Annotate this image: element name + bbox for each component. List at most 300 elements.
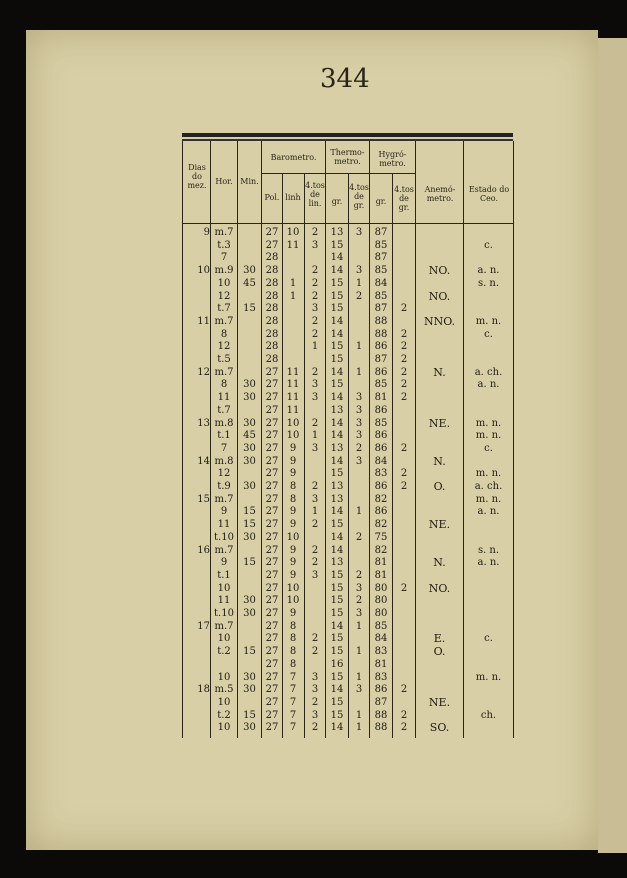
cell-pol: 27 [265, 481, 279, 492]
cell-ql: 3 [311, 671, 319, 683]
cell-hg: 75 [374, 531, 388, 543]
header-barometro: Barometro. [270, 153, 317, 162]
cell-ql: 3 [311, 493, 319, 505]
cell-min: 30 [243, 379, 256, 391]
header-pol: Pol. [264, 193, 280, 202]
cell-hg: 88 [374, 315, 388, 327]
cell-hor: 8 [220, 379, 228, 391]
cell-tq: 2 [355, 290, 363, 302]
cell-hg: 87 [374, 227, 388, 238]
cell-hg: 83 [374, 646, 388, 658]
cell-tg: 15 [330, 646, 344, 658]
cell-ql: 2 [311, 417, 319, 429]
header-subline [261, 173, 415, 174]
cell-ql: 2 [311, 633, 319, 645]
cell-hor: m.8 [214, 455, 234, 467]
cell-dia: 10 [197, 265, 210, 277]
cell-tg: 14 [330, 315, 344, 327]
cell-min: 45 [243, 430, 256, 442]
cell-tg: 14 [330, 544, 344, 556]
cell-est: s. n. [477, 544, 500, 556]
cell-min: 15 [243, 303, 256, 315]
cell-linh: 8 [289, 481, 297, 492]
cell-tg: 13 [330, 227, 344, 238]
cell-min: 30 [243, 722, 256, 734]
cell-linh: 7 [289, 671, 297, 683]
cell-hor: t.5 [217, 354, 231, 365]
cell-hor: 9 [220, 557, 228, 569]
cell-tq: 1 [355, 646, 363, 658]
cell-tg: 14 [330, 417, 344, 429]
cell-pol: 28 [265, 341, 279, 353]
cell-hor: t.1 [217, 430, 231, 442]
cell-hq: 2 [400, 468, 408, 480]
cell-linh: 11 [286, 392, 300, 404]
cell-linh: 8 [289, 633, 297, 645]
cell-pol: 27 [265, 366, 279, 378]
cell-tg: 15 [330, 290, 344, 302]
cell-hor: t.3 [217, 239, 231, 251]
cell-pol: 27 [265, 519, 279, 531]
cell-anem: NO. [428, 289, 451, 303]
cell-hg: 87 [374, 354, 388, 365]
cell-linh: 9 [289, 569, 297, 581]
cell-min: 15 [243, 506, 256, 518]
cell-hg: 88 [374, 709, 388, 721]
cell-tq: 1 [355, 709, 363, 721]
cell-ql: 3 [311, 569, 319, 581]
cell-hq: 2 [400, 392, 408, 404]
cell-linh: 9 [289, 455, 297, 467]
cell-tq: 1 [355, 722, 363, 734]
cell-hor: m.9 [214, 265, 234, 277]
cell-hor: 10 [217, 696, 231, 708]
cell-tg: 13 [330, 442, 344, 454]
cell-hor: t.7 [217, 404, 231, 416]
cell-hor: t.10 [214, 608, 234, 619]
cell-hq: 2 [400, 303, 408, 315]
cell-tq: 3 [355, 265, 363, 277]
cell-ql: 2 [311, 315, 319, 327]
cell-ql: 2 [311, 277, 319, 289]
cell-hor: 9 [220, 506, 228, 518]
cell-hg: 87 [374, 696, 388, 708]
cell-linh: 10 [286, 582, 300, 594]
cell-hor: t.9 [217, 481, 231, 492]
cell-est: c. [484, 633, 493, 645]
cell-linh: 7 [289, 684, 297, 696]
cell-pol: 28 [265, 277, 279, 289]
cell-dia: 12 [197, 366, 210, 378]
cell-hg: 84 [374, 633, 388, 645]
cell-dia: 18 [197, 684, 210, 696]
cell-hg: 86 [374, 430, 388, 442]
cell-tg: 14 [330, 392, 344, 404]
cell-tg: 14 [330, 531, 344, 543]
cell-tg: 15 [330, 671, 344, 683]
cell-min: 30 [243, 481, 256, 492]
col-line [182, 141, 183, 738]
cell-tg: 14 [330, 366, 344, 378]
cell-linh: 7 [289, 722, 297, 734]
cell-pol: 27 [265, 417, 279, 429]
cell-anem: N. [433, 454, 446, 468]
header-estado: Estado do Ceo. [468, 185, 510, 203]
cell-tq: 1 [355, 277, 363, 289]
cell-est: c. [484, 239, 493, 251]
cell-ql: 1 [311, 430, 319, 442]
cell-tg: 15 [330, 595, 344, 607]
cell-anem: SO. [429, 721, 450, 735]
cell-linh: 8 [289, 493, 297, 505]
cell-ql: 1 [311, 341, 319, 353]
cell-tq: 3 [355, 227, 363, 238]
cell-hg: 83 [374, 468, 388, 480]
cell-hq: 2 [400, 442, 408, 454]
cell-anem: O. [433, 480, 446, 493]
cell-pol: 27 [265, 379, 279, 391]
table-top-rule [182, 133, 513, 137]
cell-ql: 2 [311, 227, 319, 238]
cell-pol: 28 [265, 265, 279, 277]
cell-tg: 14 [330, 265, 344, 277]
cell-pol: 27 [265, 620, 279, 632]
cell-linh: 10 [286, 595, 300, 607]
header-min: Min. [240, 177, 259, 186]
cell-ql: 2 [311, 544, 319, 556]
cell-ql: 2 [311, 481, 319, 492]
cell-anem: NE. [428, 518, 451, 532]
cell-hq: 2 [400, 481, 408, 492]
cell-pol: 27 [265, 582, 279, 594]
cell-min: 30 [243, 671, 256, 683]
cell-hg: 86 [374, 481, 388, 492]
cell-ql: 3 [311, 303, 319, 315]
cell-hq: 2 [400, 328, 408, 340]
cell-tg: 15 [330, 608, 344, 619]
cell-hq: 2 [400, 341, 408, 353]
cell-tq: 3 [355, 417, 363, 429]
cell-pol: 28 [265, 354, 279, 365]
cell-ql: 3 [311, 239, 319, 251]
cell-hor: t.10 [214, 531, 234, 543]
cell-ql: 3 [311, 709, 319, 721]
cell-linh: 9 [289, 544, 297, 556]
cell-pol: 27 [265, 404, 279, 416]
cell-pol: 27 [265, 633, 279, 645]
cell-anem: N. [433, 556, 446, 570]
header-dias: Dias do mez. [187, 163, 207, 190]
cell-est: m. n. [475, 493, 502, 505]
cell-pol: 27 [265, 227, 279, 238]
cell-hq: 2 [400, 582, 408, 594]
cell-pol: 27 [265, 557, 279, 569]
cell-linh: 9 [289, 468, 297, 480]
cell-tg: 14 [330, 684, 344, 696]
cell-tq: 3 [355, 430, 363, 442]
weather-table [160, 133, 516, 738]
cell-linh: 8 [289, 646, 297, 658]
cell-pol: 27 [265, 493, 279, 505]
cell-hor: m.7 [214, 620, 234, 632]
header-hygrometro: Hygró- metro. [378, 150, 407, 168]
cell-hg: 82 [374, 493, 388, 505]
cell-linh: 11 [286, 379, 300, 391]
cell-hg: 86 [374, 506, 388, 518]
cell-min: 30 [243, 595, 256, 607]
cell-hor: 12 [217, 468, 231, 480]
cell-hor: m.7 [214, 366, 234, 378]
cell-pol: 27 [265, 671, 279, 683]
cell-ql: 3 [311, 684, 319, 696]
cell-tg: 15 [330, 277, 344, 289]
cell-hor: 10 [217, 277, 231, 289]
cell-hor: t.7 [217, 303, 231, 315]
cell-tg: 15 [330, 303, 344, 315]
header-anemometro: Anemó- metro. [424, 185, 456, 203]
cell-pol: 27 [265, 696, 279, 708]
cell-ql: 2 [311, 557, 319, 569]
cell-ql: 3 [311, 442, 319, 454]
cell-linh: 8 [289, 658, 297, 670]
cell-hq: 2 [400, 354, 408, 365]
header-quartos-lin: 4.tos de lin. [305, 181, 325, 208]
cell-pol: 27 [265, 646, 279, 658]
cell-tq: 3 [355, 404, 363, 416]
cell-hor: 7 [220, 442, 228, 454]
cell-tg: 13 [330, 557, 344, 569]
cell-anem: NE. [428, 695, 451, 709]
cell-dia: 11 [197, 315, 210, 327]
cell-hg: 85 [374, 379, 388, 391]
cell-ql: 2 [311, 696, 319, 708]
cell-tg: 14 [330, 455, 344, 467]
cell-linh: 1 [289, 277, 297, 289]
cell-hg: 80 [374, 582, 388, 594]
cell-ql: 2 [311, 519, 319, 531]
cell-linh: 10 [286, 531, 300, 543]
cell-tg: 15 [330, 341, 344, 353]
cell-hg: 86 [374, 341, 388, 353]
cell-hg: 85 [374, 265, 388, 277]
cell-tq: 1 [355, 671, 363, 683]
cell-dia: 17 [197, 620, 210, 632]
cell-est: a. n. [477, 379, 500, 391]
cell-hg: 82 [374, 519, 388, 531]
cell-linh: 1 [289, 290, 297, 302]
cell-min: 30 [243, 442, 256, 454]
cell-dia: 9 [203, 227, 210, 238]
cell-hor: 11 [217, 392, 231, 404]
cell-pol: 28 [265, 303, 279, 315]
cell-pol: 27 [265, 595, 279, 607]
cell-pol: 27 [265, 608, 279, 619]
cell-pol: 27 [265, 569, 279, 581]
cell-hor: t.2 [217, 709, 231, 721]
cell-hor: m.8 [214, 417, 234, 429]
cell-hor: m.7 [214, 315, 234, 327]
cell-hg: 85 [374, 417, 388, 429]
cell-est: s. n. [477, 277, 500, 289]
cell-min: 30 [243, 531, 256, 543]
cell-pol: 28 [265, 328, 279, 340]
cell-hg: 87 [374, 252, 388, 264]
cell-tg: 15 [330, 468, 344, 480]
cell-tq: 2 [355, 531, 363, 543]
cell-hor: 10 [217, 671, 231, 683]
cell-dia: 13 [197, 417, 210, 429]
header-hor: Hor. [215, 177, 233, 186]
cell-hq: 2 [400, 379, 408, 391]
cell-pol: 27 [265, 684, 279, 696]
header-thermometro: Thermo- metro. [330, 148, 365, 166]
cell-tg: 15 [330, 239, 344, 251]
cell-est: a. n. [477, 557, 500, 569]
cell-est: a. ch. [474, 366, 503, 378]
cell-est: m. n. [475, 315, 502, 327]
cell-hor: 11 [217, 595, 231, 607]
cell-min: 30 [243, 455, 256, 467]
cell-min: 15 [243, 519, 256, 531]
cell-min: 15 [243, 557, 256, 569]
cell-anem: NNO. [423, 314, 456, 328]
cell-tq: 2 [355, 595, 363, 607]
cell-tq: 1 [355, 366, 363, 378]
cell-ql: 2 [311, 722, 319, 734]
cell-est: a. n. [477, 265, 500, 277]
cell-linh: 10 [286, 227, 300, 238]
col-line [513, 141, 514, 738]
cell-hg: 81 [374, 392, 388, 404]
cell-tg: 15 [330, 582, 344, 594]
cell-linh: 9 [289, 442, 297, 454]
cell-tg: 15 [330, 354, 344, 365]
cell-hor: 8 [220, 328, 228, 340]
cell-min: 30 [243, 608, 256, 619]
cell-min: 30 [243, 417, 256, 429]
cell-dia: 14 [197, 455, 210, 467]
cell-est: c. [484, 442, 493, 454]
cell-tg: 14 [330, 328, 344, 340]
cell-hor: m.5 [214, 684, 234, 696]
cell-linh: 9 [289, 519, 297, 531]
cell-hg: 83 [374, 671, 388, 683]
cell-min: 15 [243, 646, 256, 658]
cell-ql: 2 [311, 366, 319, 378]
cell-est: m. n. [475, 671, 502, 683]
cell-hg: 82 [374, 544, 388, 556]
cell-anem: NO. [428, 581, 451, 595]
cell-tg: 13 [330, 493, 344, 505]
cell-pol: 27 [265, 455, 279, 467]
cell-ql: 2 [311, 265, 319, 277]
cell-min: 15 [243, 709, 256, 721]
cell-hg: 85 [374, 290, 388, 302]
cell-anem: O. [433, 645, 446, 659]
cell-hg: 81 [374, 658, 388, 670]
cell-tq: 1 [355, 620, 363, 632]
cell-tg: 14 [330, 722, 344, 734]
cell-tg: 15 [330, 696, 344, 708]
cell-hor: 10 [217, 582, 231, 594]
cell-pol: 28 [265, 252, 279, 264]
cell-linh: 10 [286, 430, 300, 442]
cell-tq: 3 [355, 582, 363, 594]
cell-ql: 2 [311, 290, 319, 302]
cell-pol: 27 [265, 468, 279, 480]
cell-pol: 27 [265, 392, 279, 404]
cell-ql: 1 [311, 506, 319, 518]
cell-linh: 9 [289, 506, 297, 518]
cell-tq: 3 [355, 608, 363, 619]
cell-tg: 15 [330, 709, 344, 721]
cell-hq: 2 [400, 722, 408, 734]
cell-hq: 2 [400, 709, 408, 721]
cell-anem: NO. [428, 264, 451, 278]
cell-pol: 27 [265, 442, 279, 454]
cell-tg: 15 [330, 519, 344, 531]
cell-ql: 3 [311, 392, 319, 404]
cell-hg: 80 [374, 608, 388, 619]
cell-anem: NE. [428, 416, 451, 430]
cell-pol: 27 [265, 544, 279, 556]
cell-hor: 12 [217, 341, 231, 353]
page-number: 344 [320, 64, 370, 94]
cell-linh: 9 [289, 557, 297, 569]
cell-est: m. n. [475, 430, 502, 442]
cell-pol: 28 [265, 290, 279, 302]
cell-hg: 84 [374, 277, 388, 289]
cell-pol: 27 [265, 506, 279, 518]
cell-hg: 86 [374, 404, 388, 416]
cell-linh: 11 [286, 404, 300, 416]
cell-linh: 7 [289, 696, 297, 708]
cell-hg: 87 [374, 303, 388, 315]
cell-tg: 15 [330, 569, 344, 581]
cell-tg: 15 [330, 633, 344, 645]
cell-linh: 9 [289, 608, 297, 619]
cell-pol: 27 [265, 722, 279, 734]
cell-pol: 28 [265, 315, 279, 327]
cell-anem: E. [433, 632, 446, 646]
cell-hor: m.7 [214, 227, 234, 238]
header-linh: linh [285, 193, 301, 202]
cell-hor: m.7 [214, 544, 234, 556]
cell-tq: 2 [355, 442, 363, 454]
cell-est: m. n. [475, 468, 502, 480]
cell-linh: 11 [286, 366, 300, 378]
cell-min: 45 [243, 277, 256, 289]
cell-tq: 2 [355, 569, 363, 581]
cell-hg: 86 [374, 366, 388, 378]
cell-pol: 27 [265, 239, 279, 251]
cell-ql: 2 [311, 646, 319, 658]
header-hygro-gr: gr. [375, 197, 387, 206]
cell-hor: m.7 [214, 493, 234, 505]
cell-hg: 88 [374, 328, 388, 340]
cell-pol: 27 [265, 658, 279, 670]
cell-hg: 88 [374, 722, 388, 734]
cell-linh: 8 [289, 620, 297, 632]
cell-tg: 13 [330, 481, 344, 492]
cell-tg: 14 [330, 620, 344, 632]
cell-hor: 10 [217, 633, 231, 645]
cell-pol: 27 [265, 709, 279, 721]
cell-est: c. [484, 328, 493, 340]
cell-tq: 3 [355, 392, 363, 404]
cell-hor: 7 [220, 252, 228, 264]
cell-tq: 3 [355, 455, 363, 467]
